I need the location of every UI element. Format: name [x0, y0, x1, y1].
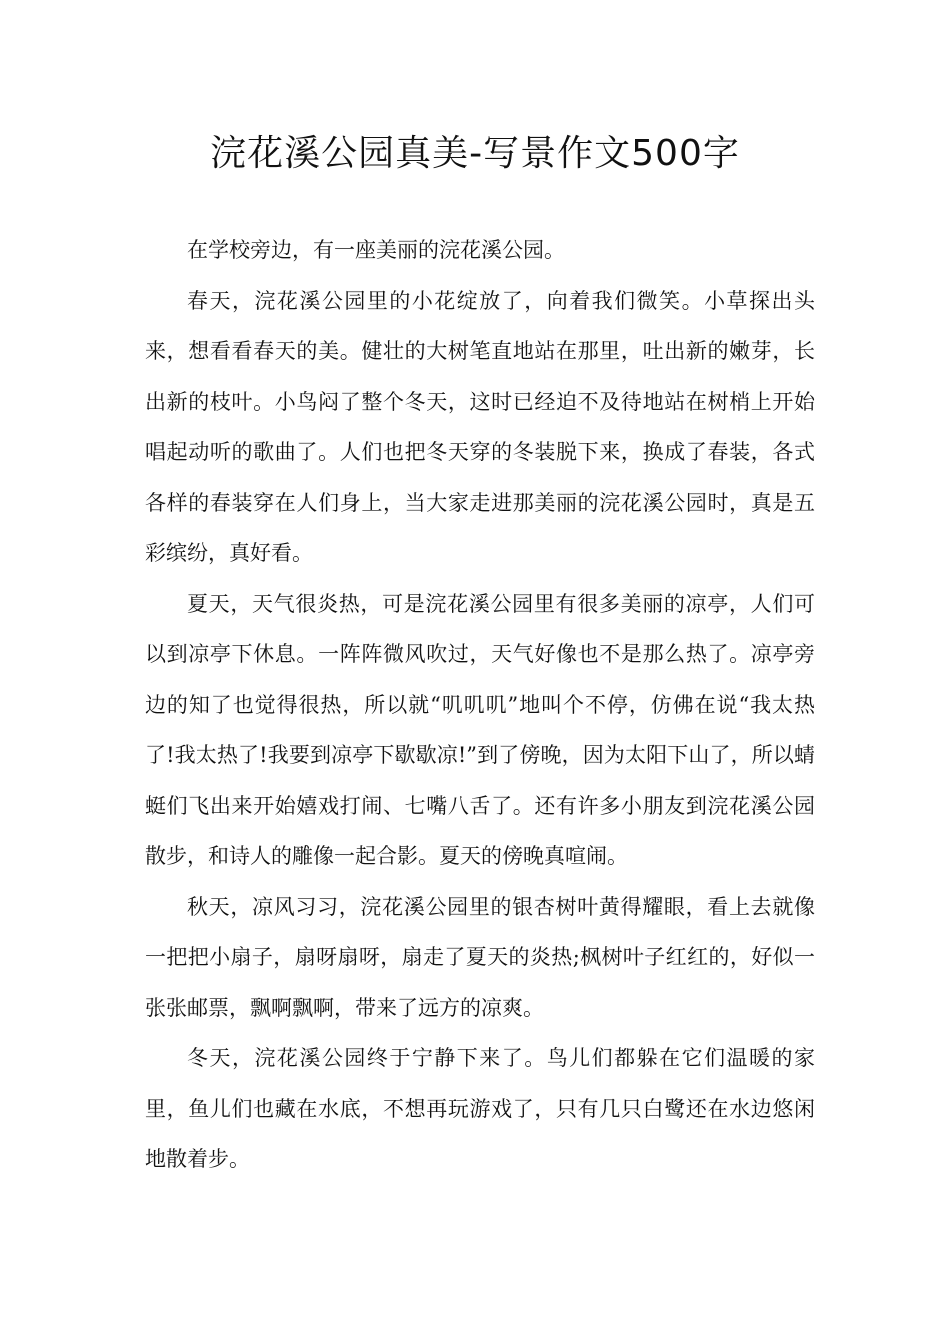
- paragraph-autumn: 秋天，凉风习习，浣花溪公园里的银杏树叶黄得耀眼，看上去就像一把把小扇子，扇呀扇呀，扇走了夏天的炎热;枫树叶子红红的，好似一张张邮票，飘啊飘啊，带来了远方的凉爽。: [145, 894, 815, 1020]
- paragraph-winter: 冬天，浣花溪公园终于宁静下来了。鸟儿们都躲在它们温暖的家里，鱼儿们也藏在水底，不想再玩游戏了，只有几只白鹭还在水边悠闲地散着步。: [145, 1046, 815, 1171]
- document-body: [145, 225, 815, 1185]
- paragraph-summer: 夏天，天气很炎热，可是浣花溪公园里有很多美丽的凉亭，人们可以到凉亭下休息。一阵阵微风吹过，天气好像也不是那么热了。凉亭旁边的知了也觉得很热，所以就“叽叽叽”地叫个不停，仿佛在说“我太热了!我太热了!我要到凉亭下歇歇凉!”到了傍晚，因为太阳下山了，所以蜻蜓们飞出来开始嬉戏打闹、七嘴八舌了。还有许多小朋友到浣花溪公园散步，和诗人的雕像一起合影。夏天的傍晚真喧闹。: [145, 591, 815, 868]
- paragraph-spring: 春天，浣花溪公园里的小花绽放了，向着我们微笑。小草探出头来，想看看春天的美。健壮的大树笔直地站在那里，吐出新的嫩芽，长出新的枝叶。小鸟闷了整个冬天，这时已经迫不及待地站在树梢上开始唱起动听的歌曲了。人们也把冬天穿的冬装脱下来，换成了春装，各式各样的春装穿在人们身上，当大家走进那美丽的浣花溪公园时，真是五彩缤纷，真好看。: [145, 288, 815, 565]
- paragraph-intro: 在学校旁边，有一座美丽的浣花溪公园。: [187, 238, 565, 262]
- document-title: 浣花溪公园真美-写景作文500字: [210, 133, 740, 174]
